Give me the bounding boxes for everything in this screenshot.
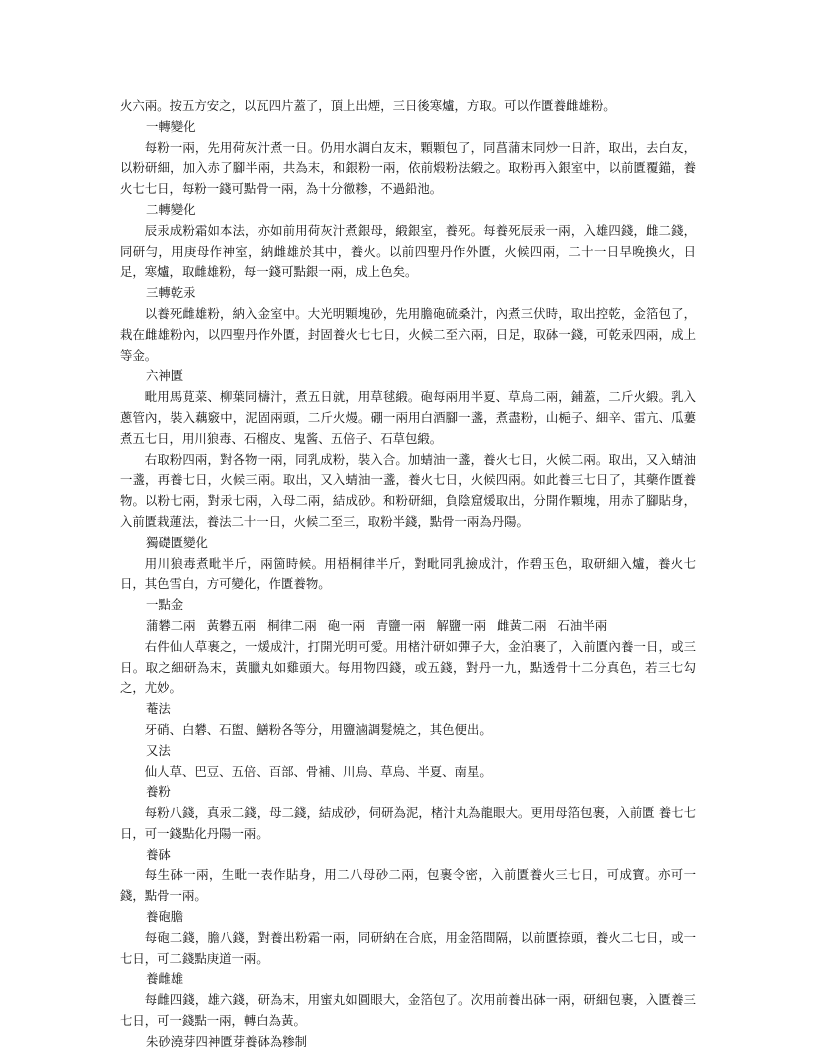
section-heading: 養砲膽 bbox=[146, 909, 184, 925]
section-heading: 菴法 bbox=[146, 701, 171, 717]
paragraph: 每生砵一兩，生毗一表作貼身，用二八母砂二兩，包裹令密，入前匱養火三七日，可成寶。亦可一錢，點骨一兩。 bbox=[120, 867, 696, 904]
paragraph: 每粉一兩，先用荷灰汁煮一日。仍用水調白友末，顆顆包了，同菖蒲末同炒一日許，取出，去白友，以粉研細，加入赤了腳半兩，共為末，和銀粉一兩，依前煅粉法緞之。取粉再入銀室中，以前匱覆錨，養火七七日，每粉一錢可點骨一兩，為十分徹糁，不過鉛池。 bbox=[120, 139, 696, 197]
ingredient-item: 解鹽一兩 bbox=[436, 617, 486, 633]
ingredient-item: 青鹽一兩 bbox=[375, 617, 426, 633]
ingredient-item: 黃礬五兩 bbox=[206, 617, 257, 633]
ingredient-item: 蒲礬二兩 bbox=[146, 617, 196, 633]
paragraph: 牙硝、白礬、石盥、鱔粉各等分，用鹽滷調髮燒之，其色便出。 bbox=[144, 721, 492, 737]
paragraph: 以養死雌雄粉，納入金室中。大光明顆塊砂，先用膽砲硫桑汁，內煮三伏時，取出控乾，金箔包了，栽在雌雄粉內，以四聖丹作外匱，封固養火七七日，火候二至六兩，日足，取砵一錢，可乾汞四兩，成上等金。 bbox=[120, 305, 696, 363]
paragraph: 仙人草、巴豆、五倍、百部、骨補、川烏、草烏、半夏、南星。 bbox=[144, 763, 492, 779]
section-heading: 養砵 bbox=[146, 846, 171, 862]
section-heading: 養雌雄 bbox=[146, 971, 184, 987]
ingredient-item: 桐律二兩 bbox=[267, 617, 317, 633]
section-heading: 一點金 bbox=[146, 597, 184, 613]
section-heading: 又法 bbox=[146, 742, 171, 758]
paragraph: 每雌四錢，雄六錢，研為末，用蜜丸如圓眼大，金箔包了。次用前養出砵一兩，研細包裹，入匱養三七日，可一錢點一兩，轉白為黃。 bbox=[120, 992, 696, 1029]
section-heading: 一轉變化 bbox=[146, 118, 196, 134]
ingredient-item: 砲一兩 bbox=[327, 617, 365, 633]
ingredient-list bbox=[120, 616, 696, 637]
paragraph: 每粉八錢，真汞二錢，母二錢，結成砂，伺研為泥，楮汁丸為龍眼大。更用母箔包裹，入前匱 養七七日，可一錢點化丹陽一兩。 bbox=[120, 805, 696, 841]
paragraph: 毗用馬莧菜、柳葉同檮汁，煮五日就，用草毬緞。砲每兩用半夏、草烏二兩，鋪蓋，二斤火緞。乳入蔥管內，裝入藕竅中，泥固兩頭，二斤火熳。硼一兩用白酒腳一盞，煮盡粉，山梔子、細辛、雷亢、瓜蔞煮五七日，用川狼毒、石榴皮、鬼酱、五倍子、石草包緞。 bbox=[120, 389, 696, 446]
text-body bbox=[120, 96, 696, 1053]
paragraph: 用川狼毒煮毗半斤，兩箇時候。用梧桐律半斤，對毗同乳撿成汁，作碧玉色，取研細入爐，養火七日，其色雪白，方可變化，作匱養物。 bbox=[120, 555, 696, 592]
section-heading: 獨礎匱變化 bbox=[146, 534, 208, 550]
ingredient-item: 雌黃二兩 bbox=[496, 617, 547, 633]
section-heading: 朱砂澆芽四神匱芽養砵為糁制 bbox=[146, 1033, 308, 1049]
paragraph: 火六兩。按五方安之，以瓦四片蓋了，頂上出煙，三日後寒爐，方取。可以作匱養雌雄粉。 bbox=[120, 98, 616, 113]
paragraph: 辰汞成粉霜如本法，亦如前用荷灰汁煮銀母，緞銀室，養死。每養死辰汞一兩，入雄四錢，雌二錢，同研勻，用庚母作神室，納雌雄於其中，養火。以前四聖丹作外匱，火候四兩，二十一日早晚換火，日足，寒爐，取雌雄粉，每一錢可點銀一兩，成上色矣。 bbox=[120, 222, 696, 280]
section-heading: 三轉乾汞 bbox=[146, 285, 196, 301]
section-heading: 養粉 bbox=[146, 784, 171, 800]
ingredient-item: 石油半兩 bbox=[557, 617, 608, 633]
section-heading: 二轉變化 bbox=[146, 201, 196, 217]
paragraph: 右取粉四兩，對各物一兩，同乳成粉，裝入合。加蜻油一盞，養火七日，火候二兩。取出，又入蜻油一盞，再養七日，火候三兩。取出，又入蜻油一盞，養火七日，火候四兩。如此養三七日了，其藥作匱養物。以粉七兩，對汞七兩，入母二兩，結成砂。和粉研細，負陰窟煖取出，分開作顆塊，用赤了腳貼身，入前匱栽蓮法，養法二十一日，火候二至三，取粉半錢，點骨一兩為丹陽。 bbox=[120, 451, 696, 529]
section-heading: 六神匱 bbox=[146, 368, 184, 384]
paragraph: 每砲二錢，膽八錢，對養出粉霜一兩，同研納在合底，用金箔間隔，以前匱捺頭，養火二七日，或一七日，可二錢點庚道一兩。 bbox=[120, 929, 696, 966]
paragraph: 右件仙人草裹之，一煖成汁，打開光明可愛。用楮汁研如彈子大，金泊裹了，入前匱內養一日，或三日。取之細研為末，黃臘丸如雞頭大。每用物四錢，或五錢，對丹一九，點透骨十二分真色，若三七勾之，尤妙。 bbox=[120, 638, 696, 696]
